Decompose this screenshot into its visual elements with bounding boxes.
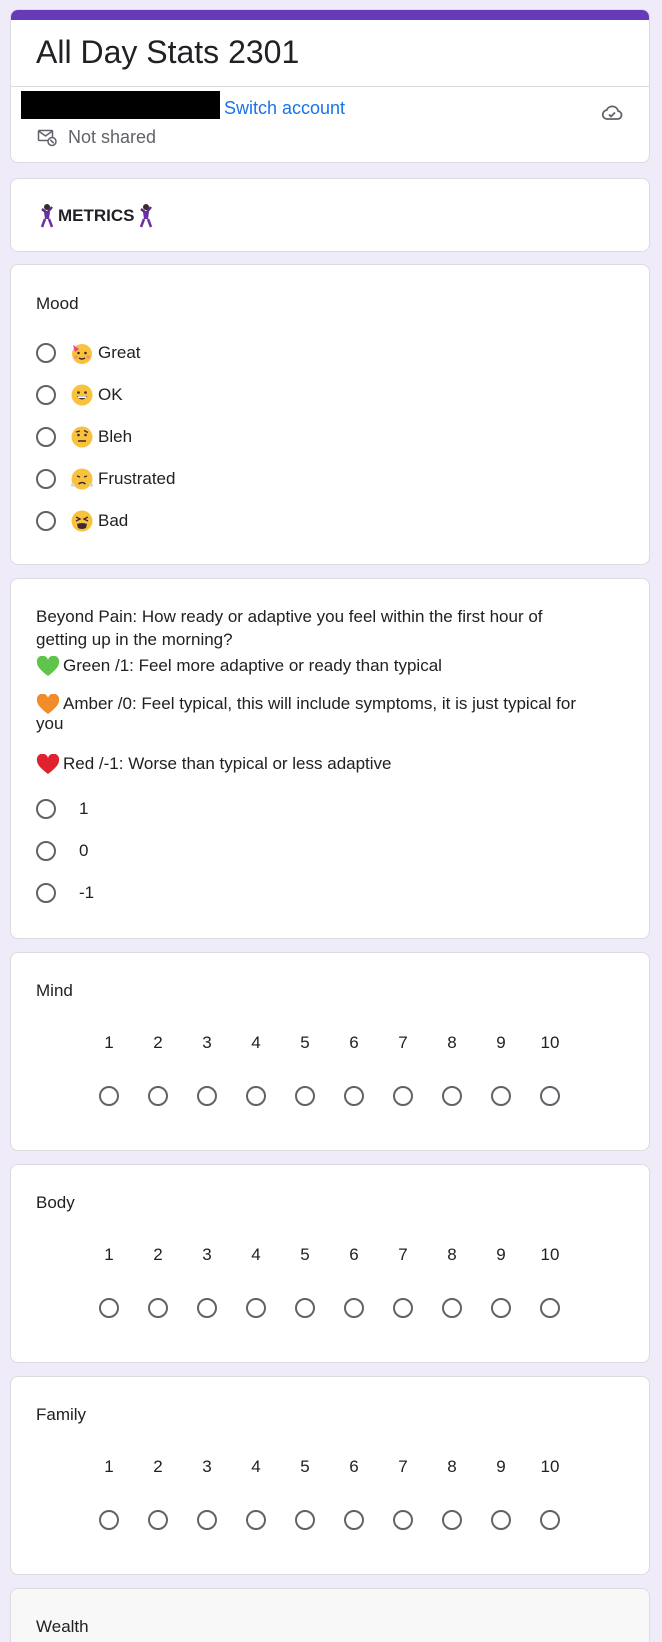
radio-button[interactable]: [36, 469, 56, 489]
section-title: [36, 203, 157, 229]
radio-option-1[interactable]: [36, 795, 88, 823]
scale-radio-4[interactable]: [246, 1086, 266, 1106]
scale-radio-7[interactable]: [393, 1298, 413, 1318]
question-card-body: [10, 1164, 650, 1363]
scale-number-label: 1: [104, 1245, 114, 1264]
red-heart-icon: [36, 754, 60, 776]
raised-eyebrow-face-icon: [70, 425, 94, 449]
option-label: 1: [79, 799, 89, 818]
option-label: OK: [98, 385, 123, 404]
scale-number-label: 9: [496, 1033, 506, 1052]
scale-number-label: 5: [300, 1033, 310, 1052]
scale-number-label: 7: [398, 1033, 408, 1052]
description-amber: [36, 694, 576, 716]
scale-number-label: 1: [104, 1457, 114, 1476]
radio-button[interactable]: [36, 385, 56, 405]
dancer-icon: [36, 203, 58, 229]
green-heart-icon: [36, 656, 60, 678]
share-status-text: Not shared: [68, 127, 157, 147]
radio-option-great[interactable]: [36, 339, 141, 367]
question-card-wealth: [10, 1588, 650, 1642]
scale-radio-1[interactable]: [99, 1086, 119, 1106]
cloud-saved-icon[interactable]: [600, 101, 624, 125]
scale-number-label: 3: [202, 1033, 212, 1052]
radio-option-bleh[interactable]: [36, 423, 132, 451]
scale-radio-9[interactable]: [491, 1086, 511, 1106]
option-label: -1: [79, 883, 95, 902]
question-title: Mind: [36, 981, 73, 1000]
grinning-face-icon: [70, 383, 94, 407]
scale-radio-7[interactable]: [393, 1086, 413, 1106]
scale-radio-3[interactable]: [197, 1298, 217, 1318]
scale-number-label: 5: [300, 1245, 310, 1264]
option-label: Great: [98, 343, 141, 362]
scale-radio-10[interactable]: [540, 1298, 560, 1318]
scale-number-label: 8: [447, 1457, 457, 1476]
description-text: you: [36, 714, 64, 733]
accent-stripe: [11, 10, 649, 20]
scale-number-label: 7: [398, 1245, 408, 1264]
scale-number-label: 10: [540, 1033, 560, 1052]
question-title: [36, 605, 543, 651]
question-title-line: getting up in the morning?: [36, 630, 233, 649]
scale-number-label: 8: [447, 1033, 457, 1052]
radio-option-ok[interactable]: [36, 381, 123, 409]
scale-radio-6[interactable]: [344, 1086, 364, 1106]
option-label: Frustrated: [98, 469, 176, 488]
scale-radio-8[interactable]: [442, 1510, 462, 1530]
description-red: [36, 754, 392, 776]
scale-number-label: 5: [300, 1457, 310, 1476]
description-text: Amber /0: Feel typical, this will include symptoms, it is just typical for: [63, 694, 576, 713]
steam-face-icon: [70, 467, 94, 491]
header-divider: [11, 86, 649, 87]
option-label: Bad: [98, 511, 129, 530]
scale-radio-1[interactable]: [99, 1298, 119, 1318]
scale-radio-2[interactable]: [148, 1510, 168, 1530]
scale-radio-5[interactable]: [295, 1298, 315, 1318]
scale-number-label: 9: [496, 1457, 506, 1476]
scale-number-label: 6: [349, 1033, 359, 1052]
scale-number-label: 7: [398, 1457, 408, 1476]
description-amber-cont: [36, 714, 63, 734]
scale-number-label: 1: [104, 1033, 114, 1052]
scale-number-label: 10: [540, 1457, 560, 1476]
not-shared-mail-icon: [37, 127, 57, 147]
radio-option-0[interactable]: [36, 837, 88, 865]
question-card-mind: [10, 952, 650, 1151]
scale-radio-5[interactable]: [295, 1086, 315, 1106]
scale-radio-10[interactable]: [540, 1086, 560, 1106]
dancer-icon: [135, 203, 157, 229]
description-text: Green /1: Feel more adaptive or ready than typical: [63, 656, 442, 675]
scale-radio-8[interactable]: [442, 1298, 462, 1318]
question-title: Body: [36, 1193, 75, 1212]
orange-heart-icon: [36, 694, 60, 716]
question-title: Wealth: [36, 1617, 89, 1636]
description-text: Red /-1: Worse than typical or less adaptive: [63, 754, 392, 773]
question-title: Family: [36, 1405, 87, 1424]
form-header-card: [10, 9, 650, 163]
radio-button[interactable]: [36, 883, 56, 903]
switch-account-link[interactable]: Switch account: [224, 98, 346, 118]
scale-radio-6[interactable]: [344, 1298, 364, 1318]
scale-number-label: 4: [251, 1457, 261, 1476]
question-card-mood: [10, 264, 650, 565]
scale-number-label: 10: [540, 1245, 560, 1264]
scale-radio-5[interactable]: [295, 1510, 315, 1530]
scale-radio-2[interactable]: [148, 1086, 168, 1106]
question-card-beyond-pain: [10, 578, 650, 939]
scale-number-label: 2: [153, 1457, 163, 1476]
option-label: 0: [79, 841, 89, 860]
tired-face-icon: [70, 509, 94, 533]
scale-radio-9[interactable]: [491, 1298, 511, 1318]
scale-number-label: 4: [251, 1033, 261, 1052]
option-label: Bleh: [98, 427, 133, 446]
radio-option-frustrated[interactable]: [36, 465, 175, 493]
scale-number-label: 2: [153, 1245, 163, 1264]
scale-number-label: 6: [349, 1457, 359, 1476]
radio-button[interactable]: [36, 427, 56, 447]
radio-button[interactable]: [36, 799, 56, 819]
scale-number-label: 4: [251, 1245, 261, 1264]
radio-button[interactable]: [36, 841, 56, 861]
scale-number-label: 6: [349, 1245, 359, 1264]
question-title-line: Beyond Pain: How ready or adaptive you feel within the first hour of: [36, 607, 543, 626]
scale-radio-3[interactable]: [197, 1086, 217, 1106]
question-card-family: [10, 1376, 650, 1575]
scale-radio-7[interactable]: [393, 1510, 413, 1530]
scale-radio-4[interactable]: [246, 1298, 266, 1318]
radio-button[interactable]: [36, 343, 56, 363]
scale-radio-3[interactable]: [197, 1510, 217, 1530]
scale-radio-8[interactable]: [442, 1086, 462, 1106]
scale-radio-4[interactable]: [246, 1510, 266, 1530]
scale-number-label: 8: [447, 1245, 457, 1264]
scale-radio-1[interactable]: [99, 1510, 119, 1530]
scale-radio-6[interactable]: [344, 1510, 364, 1530]
form-title: All Day Stats 2301: [36, 34, 300, 70]
radio-button[interactable]: [36, 511, 56, 531]
scale-number-label: 2: [153, 1033, 163, 1052]
redacted-email: [21, 91, 220, 119]
description-green: [36, 656, 442, 678]
scale-number-label: 3: [202, 1457, 212, 1476]
radio-option-bad[interactable]: [36, 507, 128, 535]
scale-number-label: 3: [202, 1245, 212, 1264]
scale-radio-9[interactable]: [491, 1510, 511, 1530]
scale-radio-10[interactable]: [540, 1510, 560, 1530]
scale-number-label: 9: [496, 1245, 506, 1264]
scale-radio-2[interactable]: [148, 1298, 168, 1318]
radio-option-minus1[interactable]: [36, 879, 94, 907]
partying-face-icon: [70, 341, 94, 365]
section-header-card: [10, 178, 650, 252]
question-title: Mood: [36, 294, 79, 313]
section-title-text: METRICS: [58, 206, 135, 225]
